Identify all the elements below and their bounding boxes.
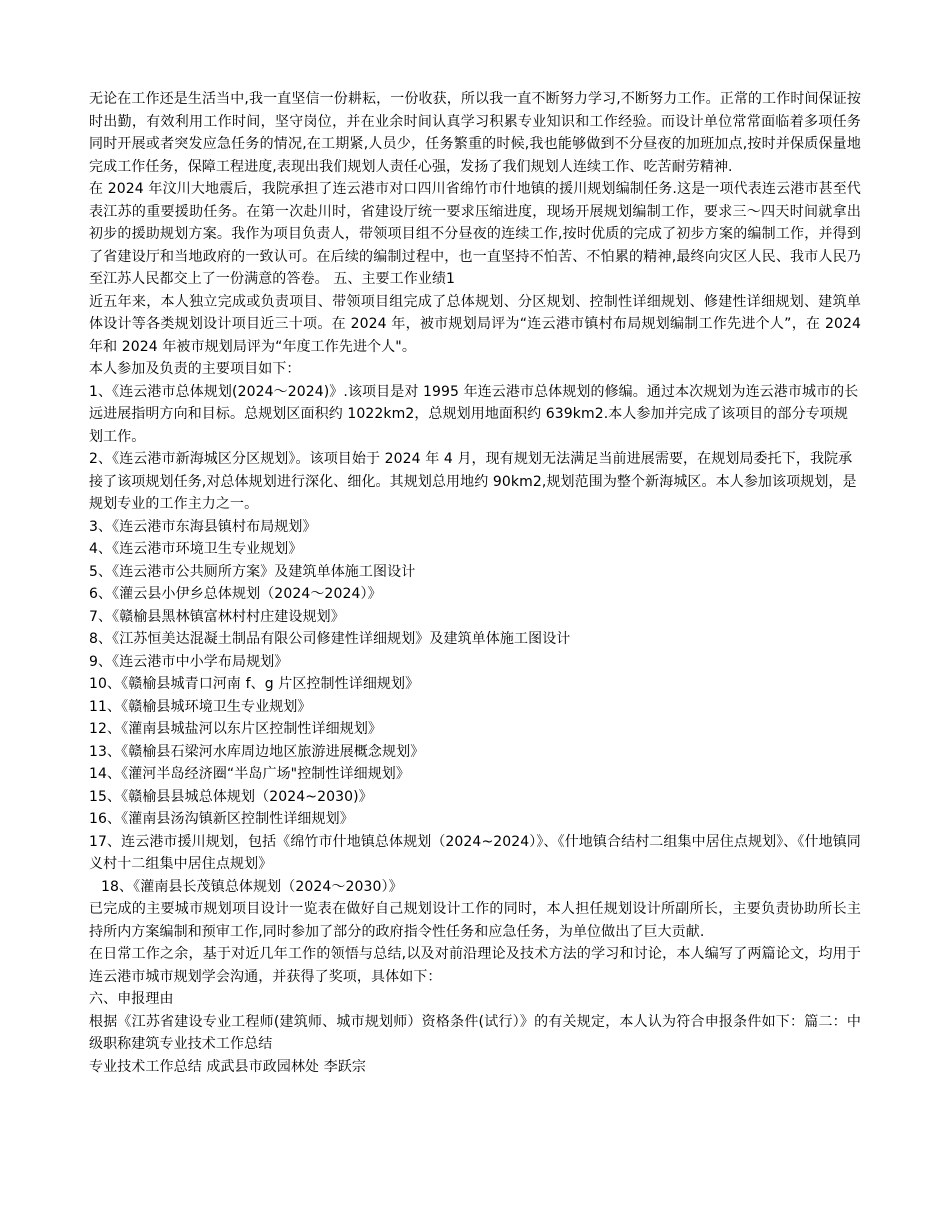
paragraph-responsibilities: 已完成的主要城市规划项目设计一览表在做好自己规划设计工作的同时，本人担任规划设计所副所长，主要负责协助所长主持所内方案编制和预审工作,同时参加了部分的政府指令性任务和应急任务，为单位做出了巨大贡献. [89,901,861,940]
project-list [89,381,861,899]
paragraph-application: 根据《江苏省建设专业工程师(建筑师、城市规划师）资格条件(试行）》的有关规定，本人认为符合申报条件如下：篇二：中级职称建筑专业技术工作总结 [89,1013,861,1052]
list-item: 8、《江苏恒美达混凝土制品有限公司修建性详细规划》及建筑单体施工图设计 [89,631,571,647]
list-item: 11、《赣榆县城环境卫生专业规划》 [89,698,312,715]
list-item: 3、《连云港市东海县镇村布局规划》 [89,518,317,535]
section-heading-reasons: 六、申报理由 [89,991,174,1007]
paragraph-footer-title: 专业技术工作总结 成武县市政园林处 李跃宗 [89,1058,366,1075]
list-item: 18、《灌南县长茂镇总体规划（2024～2030）》 [101,878,403,895]
list-item: 6、《灌云县小伊乡总体规划（2024～2024）》 [89,586,382,602]
list-item: 5、《连云港市公共厕所方案》及建筑单体施工图设计 [89,563,416,580]
list-item: 15、《赣榆县县城总体规划（2024~2030)》 [89,788,373,805]
list-item: 17、连云港市援川规划，包括《绵竹市什地镇总体规划（2024~2024）》、《什地镇合结村二组集中居住点规划》、《什地镇同义村十二组集中居住点规划》 [89,833,861,872]
document-body [89,88,861,1078]
list-item: 1、《连云港市总体规划(2024～2024)》.该项目是对 1995 年连云港市总体规划的修编。通过本次规划为连云港市城市的长远进展指明方向和目标。总规划区面积约 1022km2，总规划用地面积约 639km2.本人参加并完成了该项目的部分专项规划工作。 [89,383,859,445]
list-item: 14、《灌河半岛经济圈“半岛广场"控制性详细规划》 [89,766,411,782]
paragraph-achievements: 近五年来，本人独立完成或负责项目、带领项目组完成了总体规划、分区规划、控制性详细规划、修建性详细规划、建筑单体设计等各类规划设计项目近三十项。在 2024 年，被市规划局评为“连云港市镇村布局规划编制工作先进个人”，在 2024 年和 2024 年被市规划局评为“年度工作先进个人"。 [89,293,861,355]
list-item: 13、《赣榆县石梁河水库周边地区旅游进展概念规划》 [89,743,425,760]
list-item: 10、《赣榆县城青口河南 f、g 片区控制性详细规划》 [89,676,420,692]
list-item: 7、《赣榆县黑林镇富林村村庄建设规划》 [89,608,345,625]
list-item: 4、《连云港市环境卫生专业规划》 [89,541,303,557]
list-item: 12、《灌南县城盐河以东片区控制性详细规划》 [89,721,383,737]
list-item: 2、《连云港市新海城区分区规划》。该项目始于 2024 年 4 月，现有规划无法满足当前进展需要，在规划局委托下，我院承接了该项规划任务,对总体规划进行深化、细化。其规划总用地约 90km2,规划范围为整个新海城区。本人参加该项规划，是规划专业的工作主力之一。 [89,451,857,512]
paragraph-papers: 在日常工作之余，基于对近几年工作的领悟与总结,以及对前沿理论及技术方法的学习和讨论，本人编写了两篇论文，均用于连云港市城市规划学会沟通，并获得了奖项，具体如下： [89,946,861,985]
paragraph-project-intro: 本人参加及负责的主要项目如下： [89,361,301,377]
paragraph-earthquake-aid: 在 2024 年汶川大地震后，我院承担了连云港市对口四川省绵竹市什地镇的援川规划编制任务.这是一项代表连云港市甚至代表江苏的重要援助任务。在第一次赴川时，省建设厅统一要求压缩进度，现场开展规划编制工作，要求三～四天时间就拿出初步的援助规划方案。我作为项目负责人，带领项目组不分昼夜的连续工作,按时优质的完成了初步方案的编制工作，并得到了省建设厅和当地政府的一致认可。在后续的编制过程中，也一直坚持不怕苦、不怕累的精神,最终向灾区人民、我市人民乃至江苏人民都交上了一份满意的答卷。 五、主要工作业绩1 [89,181,861,287]
paragraph-work-attitude: 无论在工作还是生活当中,我一直坚信一份耕耘，一份收获，所以我一直不断努力学习,不断努力工作。正常的工作时间保证按时出勤，有效利用工作时间，坚守岗位，并在业余时间认真学习积累专业知识和工作经验。而设计单位常常面临着多项任务同时开展或者突发应急任务的情况,在工期紧,人员少，任务繁重的时候,我也能够做到不分昼夜的加班加点,按时并保质保量地完成工作任务，保障工程进度,表现出我们规划人责任心强，发扬了我们规划人连续工作、吃苦耐劳精神. [89,91,861,175]
list-item: 9、《连云港市中小学布局规划》 [89,653,289,670]
list-item: 16、《灌南县汤沟镇新区控制性详细规划》 [89,811,354,827]
